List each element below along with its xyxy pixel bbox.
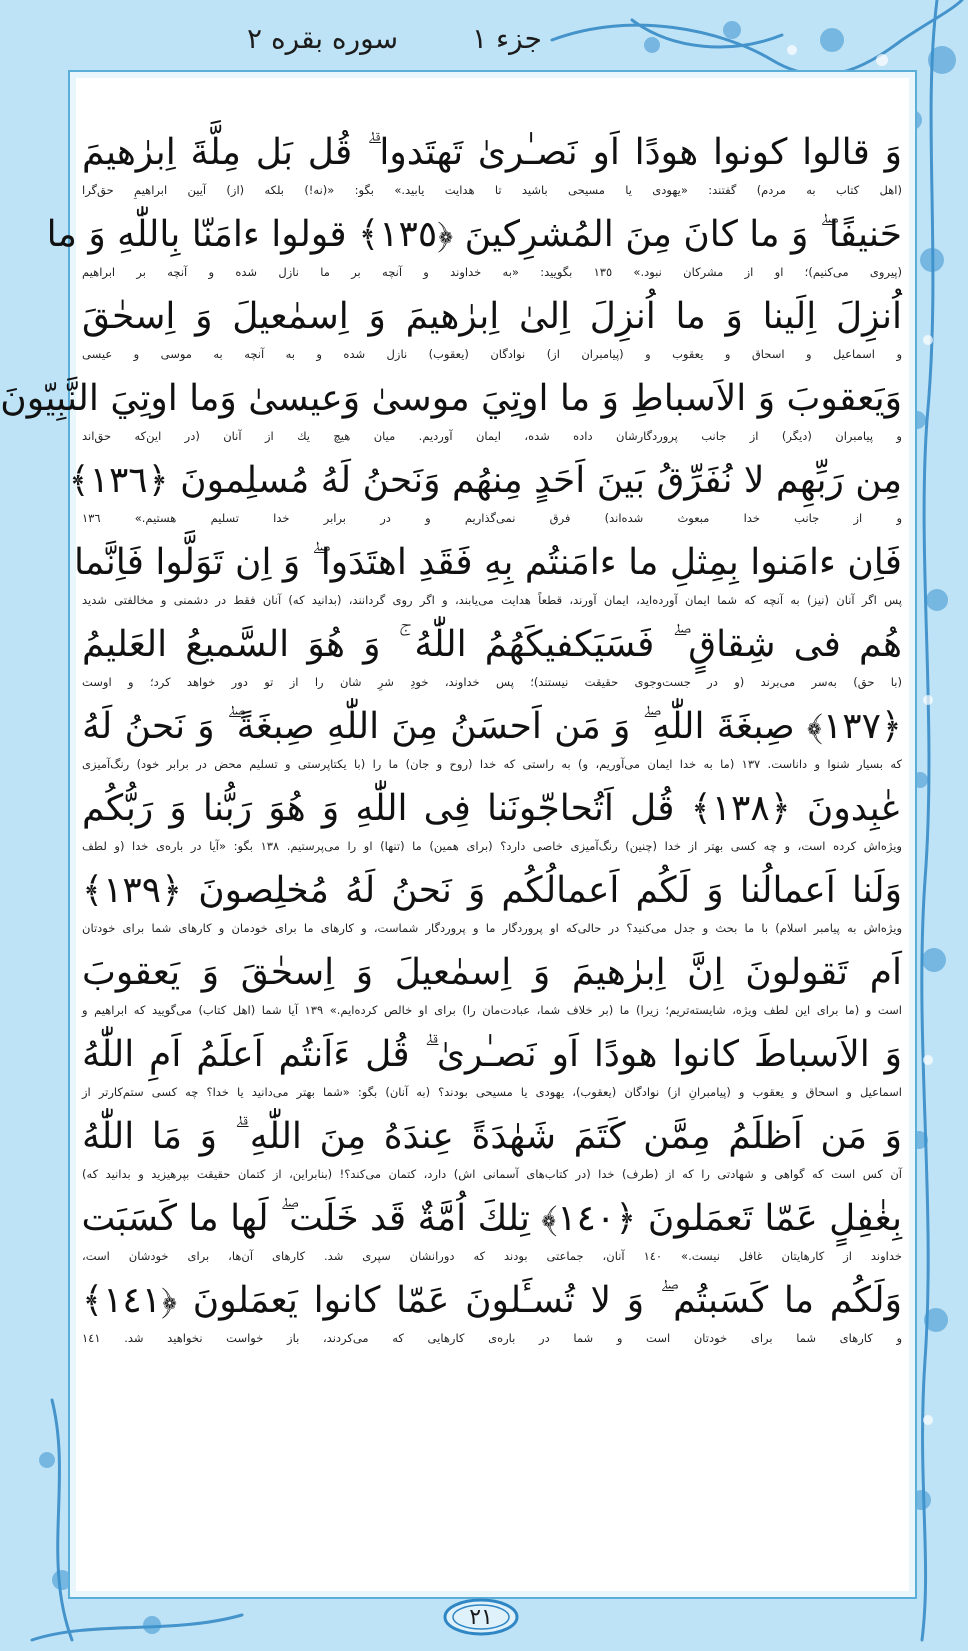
translation-text: و از جانب خدا مبعوث شده‌اند) فرق نمی‌گذاريم و در برابر خدا تسليم هستيم.» ١٣٦	[82, 511, 902, 525]
verse-line	[82, 1109, 902, 1183]
verse-line	[82, 617, 902, 691]
arabic-text: وَلَنا اَعمالُنا وَ لَكُم اَعمالُكُم وَ نَحنُ لَهُ مُخلِصونَ ﴿١٣٩﴾	[82, 870, 902, 911]
translation-text: است و (ما برای اين لطف ويژه، شايسته‌تريم؛ زيرا) ما (بر خلاف شما، عبادت‌مان را) برای او خالص كرده‌ايم.» ١٣٩ آيا شما (اهل كتاب) می‌گوييد كه ابراهيم و	[82, 1003, 902, 1017]
arabic-text: بِغٰفِلٍ عَمّا تَعمَلونَ ﴿١٤٠﴾ تِلكَ اُمَّةٌ قَد خَلَت ۖ لَها ما كَسَبَت	[81, 1198, 902, 1239]
verse-line	[73, 535, 902, 609]
translation-text: اسماعيل و اسحاق و يعقوب و (پيامبرانِ از) نوادگان (يعقوب)، يهودی يا مسيحی بودند؟ (به آنان) بگو: «شما بهتر می‌دانيد يا خدا؟ چه كسی ستم‌كارتر از	[82, 1085, 902, 1099]
arabic-text: وَ قالوا كونوا هودًا اَو نَصـٰرىٰ تَهتَدوا ۗ قُل بَل مِلَّةَ اِبرٰهيمَ	[82, 132, 902, 173]
arabic-text: وَلَكُم ما كَسَبتُم ۖ وَ لا تُسـَٔلونَ عَمّا كانوا يَعمَلونَ ﴿١٤١﴾	[82, 1280, 902, 1321]
verse-line	[82, 125, 902, 199]
arabic-text: اَم تَقولونَ اِنَّ اِبرٰهيمَ وَ اِسمٰعيلَ وَ اِسحٰقَ وَ يَعقوبَ	[82, 952, 902, 993]
surah-label: سوره بقره ٢	[247, 22, 399, 55]
arabic-text: فَاِن ءامَنوا بِمِثلِ ما ءامَنتُم بِهِ فَقَدِ اهتَدَوا ۖ وَ اِن تَوَلَّوا فَاِنَّما	[73, 542, 902, 583]
translation-text: و اسماعيل و اسحاق و يعقوب و (پيامبران از) نوادگان (يعقوب) نازل شده و به آنچه به موسی و عيسی	[82, 347, 902, 361]
verse-line	[68, 453, 902, 527]
arabic-text: وَيَعقوبَ وَ الاَسباطِ وَ ما اوتِيَ موسىٰ وَعيسىٰ وَما اوتِيَ النَّبِيّونَ	[0, 378, 902, 419]
translation-text: (با حق) به‌سر می‌برند (و در جست‌وجوی حقيقت نيستند)؛ پس خداوند، خودِ شرِ شان را از تو دور خواهد كرد؛ و اوست	[82, 675, 902, 689]
verse-line	[82, 945, 902, 1019]
arabic-text: هُم فى شِقاقٍ ۖ فَسَيَكفيكَهُمُ اللّٰهُ ۚ وَ هُوَ السَّميعُ العَليمُ	[82, 624, 902, 665]
translation-text: پس اگر آنان (نيز) به آنچه كه شما ايمان آورده‌ايد، ايمان آورند، قطعاً هدايت می‌يابند، و اگر روی گردانند، (بدانيد كه) آنان فقط در دشمنی و مخالفتی شديد	[82, 593, 902, 607]
translation-text: (اهل كتاب به مردم) گفتند: «يهودی يا مسيحی باشيد تا هدايت يابيد.» بگو: «(نه!) بلكه (از) آيين ابراهيمِ حق‌گرا	[82, 183, 902, 197]
translation-text: و كارهای شما برای خودتان است و شما در باره‌ی كارهايی كه می‌كردند، باز خواست نخواهيد شد. ١٤١	[82, 1331, 902, 1345]
arabic-text: وَ الاَسباطَ كانوا هودًا اَو نَصـٰرىٰ ۗ قُل ءَاَنتُم اَعلَمُ اَمِ اللّٰهُ	[82, 1034, 902, 1075]
page-number: ٢١	[469, 1604, 493, 1630]
arabic-text: مِن رَبِّهِم لا نُفَرِّقُ بَينَ اَحَدٍ مِنهُم وَنَحنُ لَهُ مُسلِمونَ ﴿١٣٦﴾	[68, 460, 902, 501]
translation-text: ويژه‌اش به پيامبر اسلام) با ما بحث و جدل می‌كنيد؟ در حالی‌كه او پروردگار ما و پروردگار شماست، و كارهای ما برای خودمان و كارهای شما برای خودتان	[82, 921, 902, 935]
translation-text: خداوند از كارهايتان غافل نيست.» ١٤٠ آنان، جماعتی بودند كه دورانشان سپری شد. كارهای آن‌ها، برای خودشان است،	[82, 1249, 903, 1263]
translation-text: (پيروی می‌كنيم)؛ او از مشركان نبود.» ١٣٥ بگوييد: «به خداوند و آنچه بر ما نازل شده و آنچه بر ابراهيم	[82, 265, 902, 279]
translation-text: آن كس است كه گواهی و شهادتی را كه از (طرف) خدا (در كتاب‌های آسمانی اش) دارد، كتمان می‌كند؟! (بنابراين، از كتمان حقيقت بپرهيزيد و بدانيد كه)	[82, 1167, 902, 1181]
verse-line	[82, 289, 902, 363]
verse-line	[82, 1027, 902, 1101]
arabic-text: ﴿١٣٧﴾ صِبغَةَ اللّٰهِ ۖ وَ مَن اَحسَنُ مِنَ اللّٰهِ صِبغَةً ۖ وَ نَحنُ لَهُ	[82, 706, 902, 747]
translation-text: كه بسيار شنوا و داناست. ١٣٧ (ما به خدا ايمان می‌آوريم، و) به راستی كه خدا (روح و جان) ما را (با يكتاپرستی و تسليم محض در برابر خود) رنگ‌آميزی	[82, 757, 902, 771]
verse-line	[0, 371, 902, 445]
verse-line	[82, 1273, 902, 1347]
arabic-text: حَنيفًا ۖ وَ ما كانَ مِنَ المُشرِكينَ ﴿١٣٥﴾ قولوا ءامَنّا بِاللّٰهِ وَ ما	[46, 214, 902, 255]
verse-line	[82, 781, 902, 855]
arabic-text: عٰبِدونَ ﴿١٣٨﴾ قُل اَتُحاجّونَنا فِى اللّٰهِ وَ هُوَ رَبُّنا وَ رَبُّكُم	[82, 788, 902, 829]
translation-text: ويژه‌اش كرده است، و چه كسی بهتر از خدا (چنين) رنگ‌آميزی خاصی دارد؟ (برای همين) ما (تنها) او را می‌پرستيم. ١٣٨ بگو: «آيا در باره‌ی خدا (و لطف	[82, 839, 902, 853]
arabic-text: وَ مَن اَظلَمُ مِمَّن كَتَمَ شَهٰدَةً عِندَهُ مِنَ اللّٰهِ ۗ وَ مَا اللّٰهُ	[82, 1116, 902, 1157]
verse-line	[82, 1191, 902, 1265]
arabic-text: اُنزِلَ اِلَينا وَ ما اُنزِلَ اِلىٰ اِبرٰهيمَ وَ اِسمٰعيلَ وَ اِسحٰقَ	[82, 296, 902, 337]
verse-line	[46, 207, 902, 281]
verse-line	[82, 863, 902, 937]
page-number-badge	[442, 1597, 520, 1637]
juz-label: جزء ١	[472, 22, 542, 55]
verse-line	[82, 699, 902, 773]
translation-text: و پيامبران (ديگر) از جانب پروردگارشان داده شده، ايمان آورديم. ميان هيچ يك از آنان (در اين‌كه حق‌اند	[82, 429, 902, 443]
